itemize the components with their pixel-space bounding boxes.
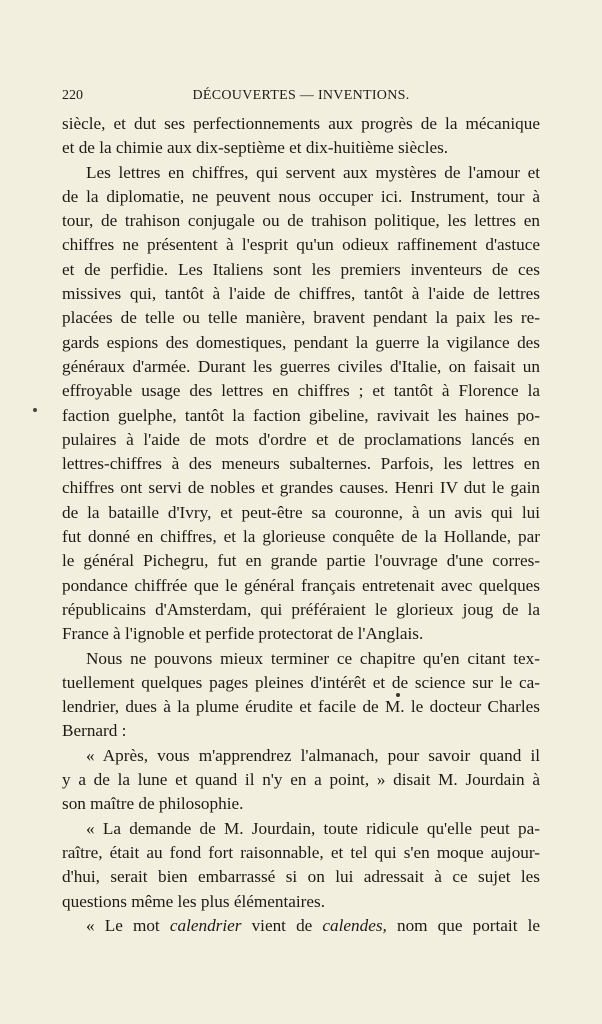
text-line: lendrier, dues à la plume érudite et facile de M. le docteur Charles [62, 697, 540, 717]
text-line: de la diplomatie, ne peuvent nous occuper ici. Instrument, tour à [62, 186, 540, 206]
text-line: y a de la lune et quand il n'y en a point, » disait M. Jourdain à [62, 770, 540, 790]
text-line: chiffres ne présentent à l'esprit qu'un odieux raffinement d'astuce [62, 235, 540, 255]
page-number: 220 [62, 88, 83, 103]
text-line: missives qui, tantôt à l'aide de chiffres, tantôt à l'aide de lettres [62, 284, 540, 304]
italic-term: calendrier [169, 915, 242, 935]
text-line: Bernard : [62, 721, 127, 741]
text-fragment: vient de [241, 915, 323, 935]
text-line: son maître de philosophie. [62, 794, 244, 814]
text-fragment: « Le mot [86, 915, 170, 935]
text-line: d'hui, serait bien embarrassé si on lui adressait à ce sujet les [62, 867, 540, 887]
italic-term: calendes, [322, 915, 387, 935]
text-line: pondance chiffrée que le général français entretenait avec quelques [62, 575, 540, 595]
text-line: pulaires à l'aide de mots d'ordre et de proclamations lancés en [62, 429, 540, 449]
text-line: « Après, vous m'apprendrez l'almanach, pour savoir quand il [86, 745, 540, 765]
text-line: généraux d'armée. Durant les guerres civiles d'Italie, on faisait un [62, 356, 540, 376]
page-header [62, 88, 540, 110]
text-line: tour, de trahison conjugale ou de trahison politique, les lettres en [62, 211, 540, 231]
text-line: faction guelphe, tantôt la faction gibeline, ravivait les haines po- [62, 405, 540, 425]
text-line: lettres-chiffres à des meneurs subalternes. Parfois, les lettres en [62, 454, 540, 474]
text-line [62, 914, 540, 938]
text-line: de la bataille d'Ivry, et peut-être sa couronne, à un avis qui lui [62, 502, 540, 522]
text-line: effroyable usage des lettres en chiffres ; et tantôt à Florence la [62, 381, 540, 401]
text-line: gards espions des domestiques, pendant la guerre la vigilance des [62, 332, 540, 352]
text-fragment: nom que portait le [386, 915, 540, 935]
body-text [62, 112, 540, 938]
text-line: chiffres ont servi de nobles et grandes causes. Henri IV dut le gain [62, 478, 540, 498]
text-line: raître, était au fond fort raisonnable, et tel qui s'en moque aujour- [62, 842, 540, 862]
text-line: et de perfidie. Les Italiens sont les premiers inventeurs de ces [62, 259, 540, 279]
text-line: tuellement quelques pages pleines d'intérêt et de science sur le ca- [62, 672, 540, 692]
text-line: et de la chimie aux dix-septième et dix-huitième siècles. [62, 138, 449, 158]
text-line: questions même les plus élémentaires. [62, 891, 325, 911]
text-line: Les lettres en chiffres, qui servent aux mystères de l'amour et [86, 162, 540, 182]
text-line: le général Pichegru, fut en grande partie l'ouvrage d'une corres- [62, 551, 540, 571]
text-line: républicains d'Amsterdam, qui préféraient le glorieux joug de la [62, 599, 540, 619]
text-line: Nous ne pouvons mieux terminer ce chapitre qu'en citant tex- [86, 648, 540, 668]
text-line: placées de telle ou telle manière, bravent pendant la paix les re- [62, 308, 540, 328]
text-line: fut donné en chiffres, et la glorieuse conquête de la Hollande, par [62, 527, 540, 547]
running-title: DÉCOUVERTES — INVENTIONS. [192, 88, 410, 103]
text-line: France à l'ignoble et perfide protectorat de l'Anglais. [62, 624, 424, 644]
text-line: « La demande de M. Jourdain, toute ridicule qu'elle peut pa- [86, 818, 540, 838]
margin-mark [33, 408, 37, 412]
text-line: siècle, et dut ses perfectionnements aux progrès de la mécanique [62, 114, 540, 133]
